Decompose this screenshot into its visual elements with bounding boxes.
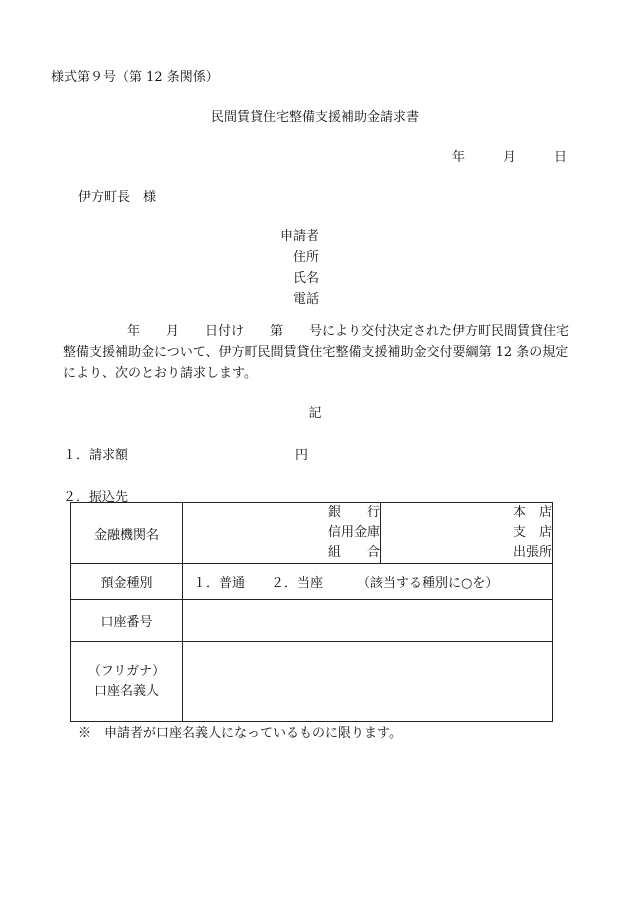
deposit-type-options[interactable] (183, 564, 553, 600)
date-line (452, 146, 567, 165)
item1-yen-unit: 円 (295, 448, 309, 463)
branch-type-office: 出張所 (512, 545, 552, 560)
institution-type-shinkin: 信用金庫 (327, 525, 380, 540)
applicant-heading: 申請者 (280, 229, 320, 244)
ki-heading: 記 (308, 406, 322, 421)
date-day: 日 (553, 150, 567, 165)
account-holder-field[interactable] (183, 642, 553, 722)
deposit-option-checking[interactable]: ２．当座 (271, 576, 324, 591)
institution-type-cell[interactable] (183, 503, 381, 564)
branch-type-sub: 支 店 (512, 525, 552, 540)
body-paragraph: 年 月 日付け 第 号により交付決定された伊方町民間賃貸住宅整備支援補助金について、伊方町民間賃貸住宅整備支援補助金交付要綱第 12 条の規定により、次のとおり請求します。 (63, 324, 570, 381)
institution-type-kumiai: 組 合 (327, 545, 380, 560)
deposit-option-ordinary[interactable]: １．普通 (193, 576, 246, 591)
applicant-phone-label: 電話 (293, 292, 320, 307)
institution-label: 金融機関名 (71, 503, 183, 564)
account-number-field[interactable] (183, 600, 553, 642)
document-title: 民間賃貸住宅整備支援補助金請求書 (210, 110, 419, 125)
form-number: 様式第９号（第 12 条関係） (51, 70, 219, 85)
addressee: 伊方町長 様 (78, 190, 157, 205)
request-body-text (63, 321, 577, 384)
applicant-name-label: 氏名 (293, 271, 320, 286)
applicant-address-label: 住所 (293, 250, 320, 265)
account-holder-label-cell (71, 642, 183, 722)
branch-type-cell[interactable] (381, 503, 553, 564)
item1-amount-label: １．請求額 (63, 448, 129, 463)
deposit-type-label: 預金種別 (71, 564, 183, 600)
institution-row (71, 503, 553, 564)
account-holder-row (71, 642, 553, 722)
footnote: ※ 申請者が口座名義人になっているものに限ります。 (78, 726, 402, 741)
account-holder-label: 口座名義人 (93, 683, 159, 699)
institution-type-bank: 銀 行 (327, 505, 380, 520)
account-holder-kana-label: （フリガナ） (87, 663, 166, 679)
deposit-type-note: （該当する種別に○を） (357, 576, 499, 591)
applicant-block (280, 226, 319, 310)
bank-transfer-table (70, 502, 553, 722)
deposit-type-row (71, 564, 553, 600)
date-year: 年 (451, 150, 465, 165)
account-number-row (71, 600, 553, 642)
branch-type-main: 本 店 (512, 505, 552, 520)
account-number-label: 口座番号 (71, 600, 183, 642)
date-month: 月 (502, 150, 516, 165)
item2-transfer-label: ２．振込先 (63, 490, 129, 505)
